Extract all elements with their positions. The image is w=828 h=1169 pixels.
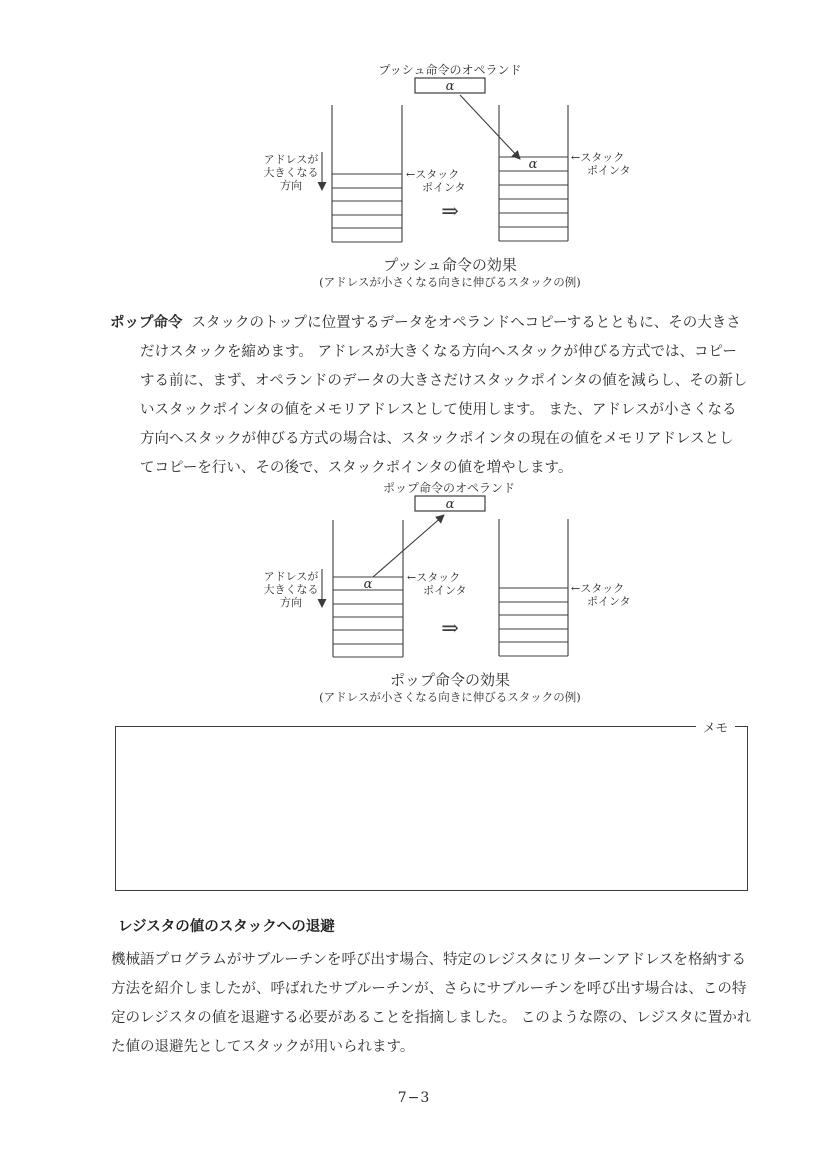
push-operand-label: プッシュ命令のオペランド xyxy=(378,63,522,77)
push-after-sp-label-line1: ←スタック xyxy=(571,151,625,164)
pop-transform-arrow: ⇒ xyxy=(441,616,459,640)
address-direction-line2: 大きくなる xyxy=(263,583,319,596)
pop-address-direction xyxy=(264,569,323,609)
pop-paragraph-line-4: いスタックポインタの値をメモリアドレスとして使用します。 また、アドレスが小さくなる xyxy=(140,402,737,418)
page-number: 7−3 xyxy=(397,1090,431,1106)
pop-paragraph-line-5: 方向へスタックが伸びる方式の場合は、スタックポインタの現在の値をメモリアドレスとし xyxy=(140,431,734,447)
pop-operand-alpha: α xyxy=(445,497,455,512)
pop-paragraph-line-6: てコピーを行い、その後で、スタックポインタの値を増やします。 xyxy=(140,460,573,476)
push-transform-arrow: ⇒ xyxy=(441,199,459,223)
pop-caption: ポップ命令の効果 xyxy=(389,671,511,689)
push-transfer-arrow xyxy=(460,95,520,159)
push-stack-after xyxy=(499,105,568,241)
push-stack-before xyxy=(332,105,402,242)
pop-caption-note: (アドレスが小さくなる向きに伸びるスタックの例) xyxy=(319,690,581,704)
push-address-direction xyxy=(264,152,323,192)
register-paragraph-line-2: 方法を紹介しましたが、呼ばれたサブルーチンが、さらにサブルーチンを呼び出す場合は、この特 xyxy=(111,981,747,997)
pop-before-sp-label-line1: ←スタック xyxy=(407,571,461,584)
address-direction-line3: 方向 xyxy=(280,179,302,192)
push-after-sp-label-line2: ポインタ xyxy=(587,164,631,177)
register-section-paragraph xyxy=(111,946,771,1062)
push-before-sp-label-line2: ポインタ xyxy=(422,181,466,194)
pop-before-sp-label-line2: ポインタ xyxy=(423,584,467,597)
push-diagram xyxy=(255,58,645,294)
memo-box xyxy=(115,720,748,891)
memo-label: メモ xyxy=(696,718,735,736)
push-caption: プッシュ命令の効果 xyxy=(383,256,517,274)
pop-instruction-paragraph xyxy=(110,309,770,483)
pop-after-sp-label-line1: ←スタック xyxy=(571,582,625,595)
pop-operand-label: ポップ命令のオペランド xyxy=(382,481,516,495)
push-caption-note: (アドレスが小さくなる向きに伸びるスタックの例) xyxy=(319,275,581,289)
pop-after-sp-label-line2: ポインタ xyxy=(587,595,631,608)
pop-paragraph-line-2: だけスタックを縮めます。 アドレスが大きくなる方向へスタックが伸びる方式では、コピー xyxy=(140,344,737,360)
pop-paragraph-line-3: する前に、まず、オペランドのデータの大きさだけスタックポインタの値を減らし、その新し xyxy=(140,373,748,389)
address-direction-line1: アドレスが xyxy=(263,570,319,583)
pop-term: ポップ命令 xyxy=(110,315,183,331)
pop-transfer-arrow xyxy=(373,515,444,577)
pop-paragraph-line-1: スタックのトップに位置するデータをオペランドへコピーするとともに、その大きさ xyxy=(191,315,741,331)
register-paragraph-line-3: 定のレジスタの値を退避する必要があることを指摘しました。 このような際の、レジスタに置かれ xyxy=(111,1010,752,1026)
push-stacked-alpha: α xyxy=(528,157,538,172)
register-section-heading: レジスタの値のスタックへの退避 xyxy=(118,919,335,935)
register-paragraph-line-1: 機械語プログラムがサブルーチンを呼び出す場合、特定のレジスタにリターンアドレスを格納する xyxy=(111,952,747,968)
address-direction-line1: アドレスが xyxy=(263,153,319,166)
push-before-sp-label-line1: ←スタック xyxy=(406,168,460,181)
pop-stacked-alpha: α xyxy=(363,577,373,592)
register-paragraph-line-4: た値の退避先としてスタックが用いられます。 xyxy=(111,1039,415,1055)
address-direction-line3: 方向 xyxy=(280,596,302,609)
pop-diagram xyxy=(255,478,645,708)
address-direction-line2: 大きくなる xyxy=(263,166,319,179)
pop-stack-after xyxy=(499,519,568,656)
push-operand-alpha: α xyxy=(445,79,455,94)
